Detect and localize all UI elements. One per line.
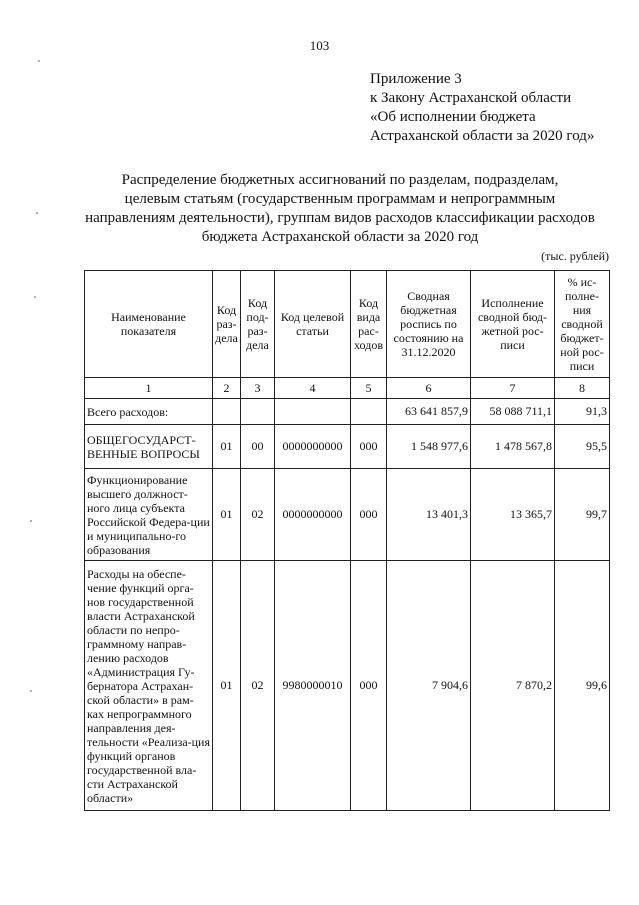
row-name: Расходы на обеспе-чение функций орга-нов государственной власти Астраханской области по непро-граммному направ-лению расходов «Администрация Гу-бернатора Астрахан-ской области» в рам-ках непрограммного направления дея-тельности «Реализа-ция функций органов государственной вла-сти Астраханской области» [85, 561, 213, 811]
row-percent: 95,5 [555, 425, 610, 469]
row-expense-type: 000 [351, 469, 387, 561]
row-plan: 13 401,3 [387, 469, 471, 561]
appendix-line-4: Астраханской области за 2020 год» [370, 128, 595, 144]
header-name: Наименование показателя [85, 271, 213, 378]
row-target: 0000000000 [275, 469, 351, 561]
column-number: 7 [471, 378, 555, 399]
row-section: 01 [213, 425, 241, 469]
row-subsection: 02 [241, 561, 275, 811]
column-number: 6 [387, 378, 471, 399]
row-percent: 91,3 [555, 399, 610, 425]
document-title [70, 171, 610, 247]
row-percent: 99,6 [555, 561, 610, 811]
row-percent: 99,7 [555, 469, 610, 561]
row-expense-type: 000 [351, 561, 387, 811]
table-header-row [85, 271, 610, 378]
row-plan: 7 904,6 [387, 561, 471, 811]
row-name: Всего расходов: [85, 399, 213, 425]
scan-speck [30, 520, 32, 522]
header-expense-type: Код вида рас-ходов [351, 271, 387, 378]
header-target: Код целевой статьи [275, 271, 351, 378]
units-label: (тыс. рублей) [541, 249, 609, 263]
row-target [275, 399, 351, 425]
row-fact: 13 365,7 [471, 469, 555, 561]
title-line-3: направлениям деятельности), группам видов расходов классификации расходов [85, 210, 595, 226]
appendix-header [370, 70, 594, 146]
budget-table [84, 270, 610, 811]
row-expense-type [351, 399, 387, 425]
row-section: 01 [213, 469, 241, 561]
header-percent: % ис-полне-ния сводной бюджет-ной рос-писи [555, 271, 610, 378]
scan-speck [30, 690, 32, 692]
row-target: 9980000010 [275, 561, 351, 811]
scan-speck [38, 60, 40, 62]
row-plan: 63 641 857,9 [387, 399, 471, 425]
column-number: 5 [351, 378, 387, 399]
row-fact: 7 870,2 [471, 561, 555, 811]
title-line-1: Распределение бюджетных ассигнований по разделам, подразделам, [121, 172, 559, 188]
scan-speck [36, 212, 38, 214]
appendix-line-2: к Закону Астраханской области [370, 90, 572, 106]
table-row [85, 561, 610, 811]
scan-speck [34, 296, 36, 298]
row-expense-type: 000 [351, 425, 387, 469]
header-section: Код раз-дела [213, 271, 241, 378]
title-line-4: бюджета Астраханской области за 2020 год [201, 229, 479, 245]
page-number: 103 [309, 38, 330, 53]
row-subsection: 00 [241, 425, 275, 469]
row-section [213, 399, 241, 425]
title-line-2: целевым статьям (государственным программам и непрограммным [124, 191, 556, 207]
row-name: ОБЩЕГОСУДАРСТ-ВЕННЫЕ ВОПРОСЫ [85, 425, 213, 469]
table-row [85, 399, 610, 425]
row-subsection: 02 [241, 469, 275, 561]
table-row [85, 425, 610, 469]
column-number-row [85, 378, 610, 399]
column-number: 1 [85, 378, 213, 399]
header-fact: Исполнение сводной бюд-жетной рос-писи [471, 271, 555, 378]
row-fact: 1 478 567,8 [471, 425, 555, 469]
row-plan: 1 548 977,6 [387, 425, 471, 469]
row-section: 01 [213, 561, 241, 811]
row-fact: 58 088 711,1 [471, 399, 555, 425]
row-name: Функционирование высшего должност-ного лица субъекта Российской Федера-ции и муниципально-го образования [85, 469, 213, 561]
header-subsection: Код под-раз-дела [241, 271, 275, 378]
row-subsection [241, 399, 275, 425]
column-number: 8 [555, 378, 610, 399]
appendix-line-3: «Об исполнении бюджета [370, 109, 536, 125]
appendix-line-1: Приложение 3 [370, 71, 462, 87]
column-number: 4 [275, 378, 351, 399]
row-target: 0000000000 [275, 425, 351, 469]
column-number: 3 [241, 378, 275, 399]
header-plan: Сводная бюджетная роспись по состоянию на 31.12.2020 [387, 271, 471, 378]
column-number: 2 [213, 378, 241, 399]
table-row [85, 469, 610, 561]
